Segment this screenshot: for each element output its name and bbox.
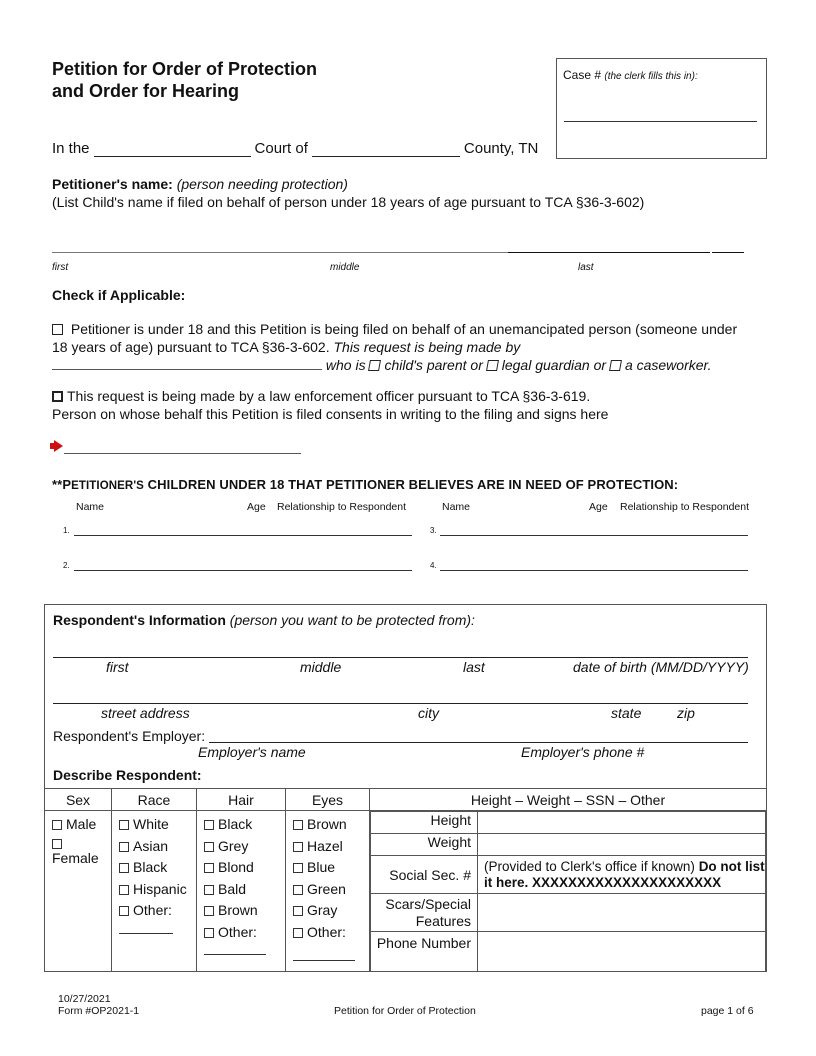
child-row-1-field[interactable]: [74, 535, 412, 536]
checkbox-icon: [293, 863, 303, 873]
law-enforcement-option: [52, 387, 752, 423]
child-row-number: 1.: [63, 526, 70, 535]
eyes-option[interactable]: Green: [293, 879, 369, 901]
check-if-applicable-heading: Check if Applicable:: [52, 287, 186, 303]
respondent-city-label: city: [418, 705, 439, 721]
court-in-the-label: In the: [52, 140, 90, 157]
child-row-number: 3.: [430, 526, 437, 535]
respondent-info-box: [44, 604, 767, 972]
eyes-option[interactable]: Brown: [293, 814, 369, 836]
minor-petition-checkbox[interactable]: [52, 324, 63, 335]
respondent-state-label: state: [611, 705, 642, 721]
respondent-dob-label: date of birth (MM/DD/YYYY): [573, 659, 749, 675]
checkbox-icon: [293, 928, 303, 938]
checkbox-icon: [52, 839, 62, 849]
checkbox-icon: [204, 842, 214, 852]
petitioner-last-label: last: [578, 262, 594, 273]
sign-here-arrow-head-icon: [54, 440, 63, 452]
footer-left: [58, 993, 139, 1017]
height-label: Height: [371, 812, 478, 834]
checkbox-icon: [293, 842, 303, 852]
checkbox-icon: [119, 885, 129, 895]
checkbox-icon: [204, 928, 214, 938]
hair-option[interactable]: Black: [204, 814, 285, 836]
children-col-name-left: Name: [76, 501, 105, 513]
case-number-field[interactable]: [564, 121, 757, 122]
guardian-label: legal guardian or: [501, 357, 607, 373]
height-field[interactable]: [478, 812, 766, 834]
form-title: [52, 58, 317, 102]
respondent-zip-label: zip: [677, 705, 695, 721]
checkbox-icon: [119, 820, 129, 830]
case-number-box: [556, 58, 767, 159]
hair-option-other[interactable]: Other:: [204, 922, 285, 944]
sex-option-male[interactable]: Male: [52, 814, 111, 836]
checkbox-icon: [293, 906, 303, 916]
law-enforcement-checkbox[interactable]: [52, 391, 63, 402]
child-row-number: 2.: [63, 561, 70, 570]
ssn-label: Social Sec. #: [371, 856, 478, 894]
employer-phone-label: Employer's phone #: [521, 744, 645, 760]
eyes-option-other[interactable]: Other:: [293, 922, 369, 944]
checkbox-icon: [204, 906, 214, 916]
hair-option[interactable]: Brown: [204, 900, 285, 922]
law-enforcement-text: This request is being made by a law enforcement officer pursuant to TCA §36-3-619.: [67, 388, 591, 404]
respondent-last-label: last: [463, 659, 485, 675]
checkbox-icon: [204, 820, 214, 830]
petitioner-name-note: (person needing protection): [176, 176, 348, 192]
eyes-other-field[interactable]: [293, 951, 355, 961]
race-option[interactable]: White: [119, 814, 196, 836]
consent-signature-field[interactable]: [64, 440, 301, 454]
footer-page-number: page 1 of 6: [701, 1005, 754, 1017]
respondent-first-label: first: [106, 659, 129, 675]
respondent-middle-label: middle: [300, 659, 342, 675]
respondent-heading: Respondent's Information (person you want to be protected from):: [53, 612, 475, 628]
request-made-by-text: This request is being made by: [333, 339, 521, 355]
describe-respondent-heading: Describe Respondent:: [53, 767, 202, 783]
col-height-weight-ssn: Height – Weight – SSN – Other: [370, 789, 767, 811]
col-sex: Sex: [45, 789, 112, 811]
petitioner-child-note: (List Child's name if filed on behalf of person under 18 years of age pursuant to TCA §36-3-602): [52, 194, 645, 210]
who-is-label: who is: [325, 357, 366, 373]
race-option[interactable]: Asian: [119, 836, 196, 858]
checkbox-icon: [204, 885, 214, 895]
parent-checkbox[interactable]: [368, 360, 381, 371]
footer-date: 10/27/2021: [58, 993, 111, 1005]
caseworker-label: a caseworker.: [624, 357, 712, 373]
race-option[interactable]: Black: [119, 857, 196, 879]
petitioner-first-label: first: [52, 262, 69, 273]
children-col-name-right: Name: [442, 501, 471, 513]
checkbox-icon: [204, 863, 214, 873]
physical-details-cell: [370, 811, 767, 972]
hair-option[interactable]: Blond: [204, 857, 285, 879]
checkbox-icon: [119, 842, 129, 852]
footer-title: Petition for Order of Protection: [334, 1005, 476, 1017]
eyes-option[interactable]: Gray: [293, 900, 369, 922]
court-line: [52, 140, 538, 157]
respondent-address-field[interactable]: [53, 703, 748, 704]
respondent-name-field[interactable]: [53, 657, 748, 658]
eyes-option[interactable]: Hazel: [293, 836, 369, 858]
eyes-cell: [286, 811, 370, 972]
court-of-label: Court of: [254, 140, 308, 157]
child-row-4-field[interactable]: [440, 570, 748, 571]
employer-name-label: Employer's name: [198, 744, 306, 760]
scars-field[interactable]: [478, 894, 766, 932]
race-other-field[interactable]: [119, 924, 173, 934]
minor-petition-text: Petitioner is under 18 and this Petition is being filed on behalf of an unemancipated person (someone under 18 years of age) pursuant to TCA §36-3-602.: [52, 321, 738, 355]
county-field[interactable]: [312, 141, 460, 157]
col-eyes: Eyes: [286, 789, 370, 811]
race-cell: [112, 811, 197, 972]
title-line-2: and Order for Hearing: [52, 81, 240, 101]
court-name-field[interactable]: [94, 141, 251, 157]
phone-field[interactable]: [478, 932, 766, 971]
hair-cell: [197, 811, 286, 972]
race-option-other[interactable]: Other:: [119, 900, 196, 922]
children-col-age-right: Age: [589, 501, 608, 513]
col-hair: Hair: [197, 789, 286, 811]
sex-cell: [45, 811, 112, 972]
respondent-employer-field[interactable]: [209, 742, 748, 743]
checkbox-icon: [293, 820, 303, 830]
children-col-relationship-left: Relationship to Respondent: [277, 501, 407, 513]
sex-option-female[interactable]: Female: [52, 836, 111, 866]
respondent-street-label: street address: [101, 705, 190, 721]
petitioner-name-label: Petitioner's name:: [52, 176, 173, 192]
weight-field[interactable]: [478, 834, 766, 856]
county-tn-label: County, TN: [463, 140, 539, 157]
child-row-2-field[interactable]: [74, 570, 412, 571]
guardian-checkbox[interactable]: [486, 360, 499, 371]
checkbox-icon: [293, 885, 303, 895]
checkbox-icon: [119, 906, 129, 916]
title-line-1: Petition for Order of Protection: [52, 59, 318, 79]
children-col-age-left: Age: [247, 501, 266, 513]
consent-text: Person on whose behalf this Petition is filed consents in writing to the filing and signs here: [52, 406, 609, 422]
petitioner-name-section: [52, 175, 644, 211]
hair-option[interactable]: Bald: [204, 879, 285, 901]
checkbox-icon: [119, 863, 129, 873]
ssn-note: (Provided to Clerk's office if known) Do not list it here. XXXXXXXXXXXXXXXXXXXXX: [478, 856, 766, 894]
children-heading: **PETITIONER'S CHILDREN UNDER 18 THAT PETITIONER BELIEVES ARE IN NEED OF PROTECTION:: [52, 477, 679, 492]
child-row-3-field[interactable]: [440, 535, 748, 536]
petitioner-middle-label: middle: [330, 262, 360, 273]
minor-petition-option: [52, 320, 752, 374]
petitioner-name-field[interactable]: [52, 252, 744, 254]
eyes-option[interactable]: Blue: [293, 857, 369, 879]
checkbox-icon: [52, 820, 62, 830]
race-option[interactable]: Hispanic: [119, 879, 196, 901]
children-col-relationship-right: Relationship to Respondent: [620, 501, 750, 513]
parent-label: child's parent or: [384, 357, 483, 373]
weight-label: Weight: [371, 834, 478, 856]
scars-label: Scars/Special Features: [371, 894, 478, 932]
footer-form-number: Form #OP2021-1: [58, 1005, 140, 1017]
requester-name-field[interactable]: [52, 369, 322, 370]
caseworker-checkbox[interactable]: [609, 360, 622, 371]
describe-respondent-table: [44, 788, 767, 972]
col-race: Race: [112, 789, 197, 811]
child-row-number: 4.: [430, 561, 437, 570]
phone-label: Phone Number: [371, 932, 478, 971]
respondent-employer-label: Respondent's Employer:: [53, 728, 206, 744]
case-number-label: Case # (the clerk fills this in):: [563, 68, 698, 82]
hair-other-field[interactable]: [204, 945, 266, 955]
hair-option[interactable]: Grey: [204, 836, 285, 858]
